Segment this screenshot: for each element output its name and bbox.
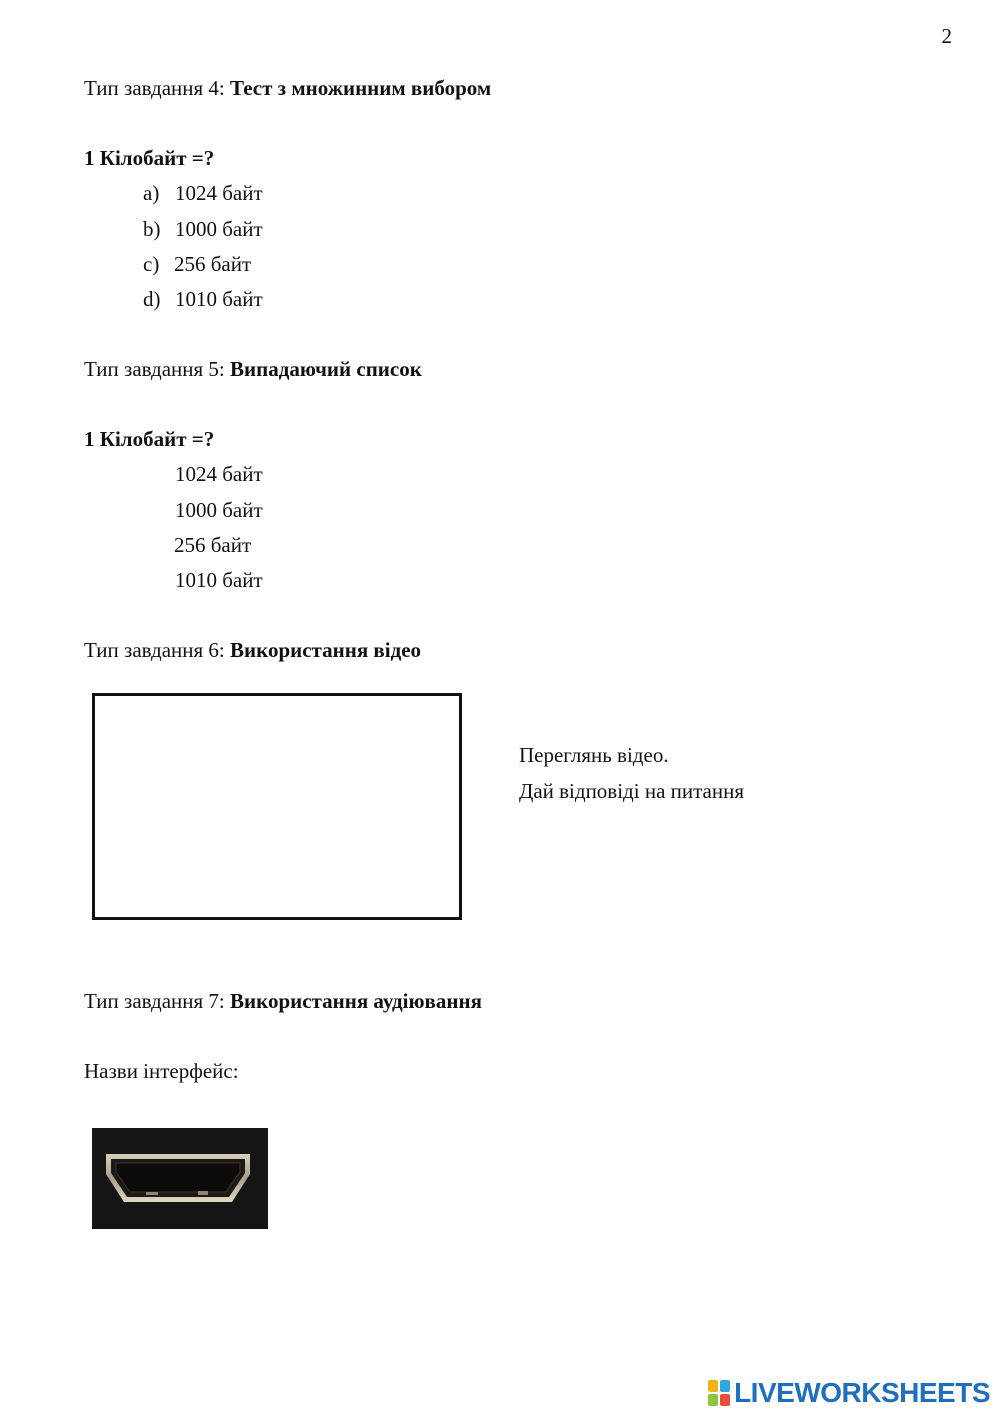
hdmi-port-image [92, 1128, 268, 1229]
task4-option-c[interactable] [143, 252, 252, 276]
task6-prefix: Тип завдання 6: [84, 638, 231, 662]
task6-instruction-answer: Дай відповіді на питання [519, 779, 745, 803]
task5-title: Випадаючий список [230, 357, 422, 381]
task6-instruction-watch: Переглянь відео. [519, 743, 669, 767]
hdmi-port-icon [92, 1128, 268, 1229]
option-text: 256 байт [174, 252, 252, 276]
task4-heading [84, 76, 491, 100]
option-letter: d) [143, 287, 161, 311]
task5-prefix: Тип завдання 5: [84, 357, 231, 381]
task7-question: Назви інтерфейс: [84, 1059, 239, 1083]
task5-heading [84, 357, 422, 381]
task4-question: 1 Кілобайт =? [84, 146, 215, 170]
option-letter: b) [143, 217, 161, 241]
task5-option[interactable]: 1024 байт [175, 462, 263, 486]
option-text: 1010 байт [175, 287, 263, 311]
task6-heading [84, 638, 421, 662]
task4-prefix: Тип завдання 4: [84, 76, 231, 100]
liveworksheets-logo-icon [708, 1380, 730, 1406]
page-number: 2 [941, 24, 952, 48]
task7-prefix: Тип завдання 7: [84, 989, 231, 1013]
task5-question: 1 Кілобайт =? [84, 427, 215, 451]
task4-option-d[interactable] [143, 287, 263, 311]
option-letter: a) [143, 181, 160, 205]
option-text: 1024 байт [175, 181, 263, 205]
logo-text: LIVEWORKSHEETS [734, 1377, 990, 1408]
option-letter: c) [143, 252, 160, 276]
task5-option[interactable]: 1000 байт [175, 498, 263, 522]
task4-option-b[interactable] [143, 217, 263, 241]
task5-option[interactable]: 256 байт [174, 533, 252, 557]
video-frame[interactable] [92, 693, 462, 920]
liveworksheets-logo[interactable] [708, 1374, 990, 1412]
option-text: 1000 байт [175, 217, 263, 241]
task4-title: Тест з множинним вибором [230, 76, 492, 100]
task7-title: Використання аудіювання [230, 989, 482, 1013]
task7-heading [84, 989, 482, 1013]
task5-option[interactable]: 1010 байт [175, 568, 263, 592]
task4-option-a[interactable] [143, 181, 263, 205]
task6-title: Використання відео [230, 638, 422, 662]
